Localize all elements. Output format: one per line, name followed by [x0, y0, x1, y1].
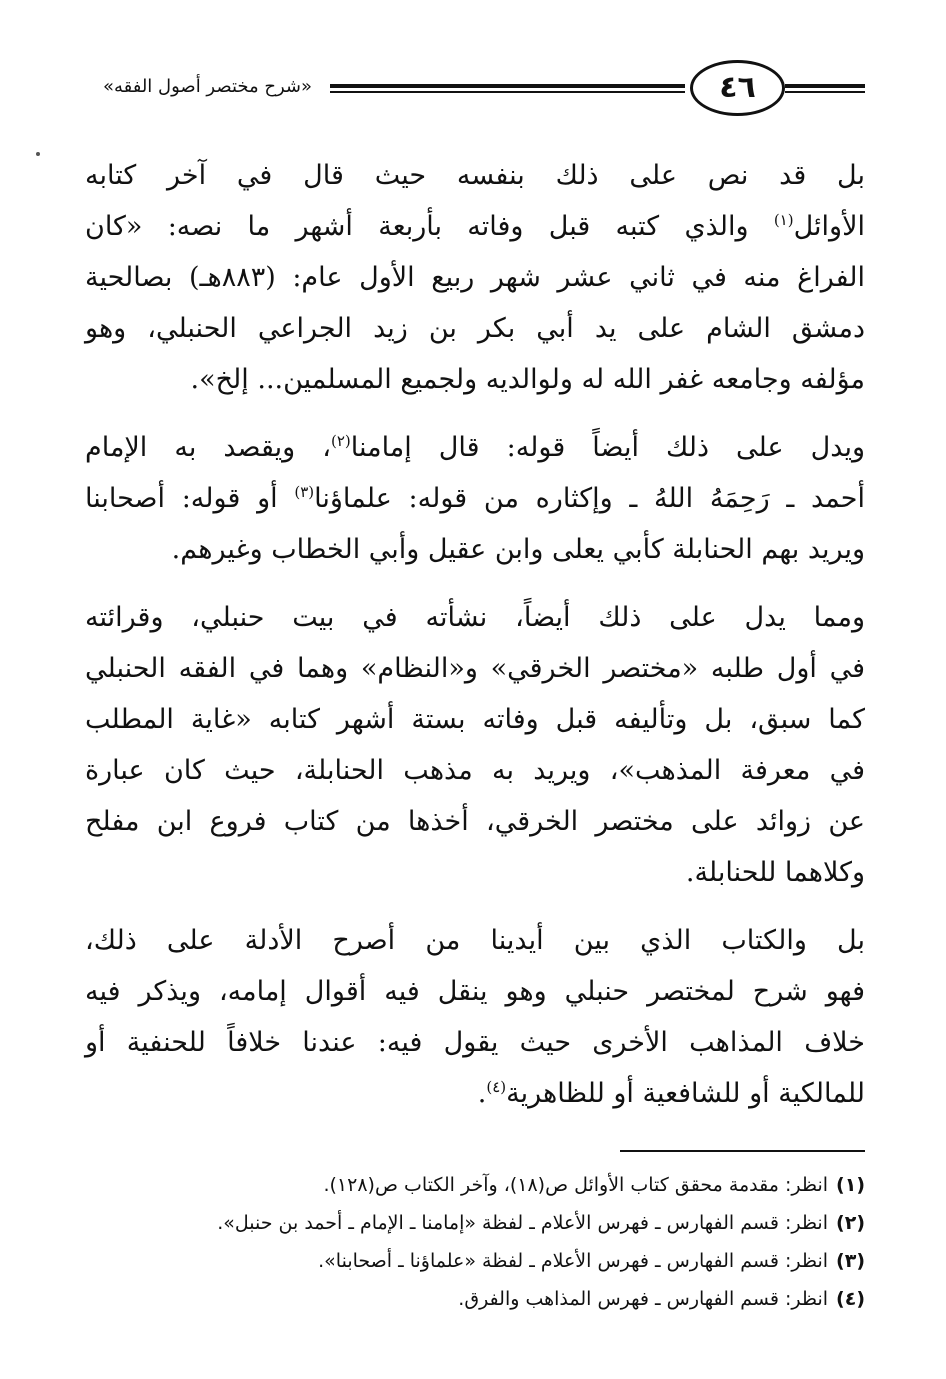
text-line: وكلاهما للحنابلة.: [685, 857, 865, 888]
header-rule-right: [785, 84, 865, 94]
footnotes: [85, 1166, 865, 1318]
text-line: مؤلفه وجامعه غفر الله له ولوالديه ولجميع المسلمين... إلخ».: [190, 364, 865, 395]
text-line: بل والكتاب الذي بين أيدينا من أصرح الأدلة على ذلك،: [85, 925, 865, 956]
stray-mark: [36, 152, 40, 156]
text-line: ويدل على ذلك أيضاً قوله: قال إمامنا$^{(٢)}$، ويقصد به الإمام: [85, 432, 865, 463]
text-line: للمالكية أو للشافعية أو للظاهرية$^{(٤)}$.: [477, 1078, 865, 1109]
footnote-1: (١)انظر: مقدمة محقق كتاب الأوائل ص(١٨)، وآخر الكتاب ص(١٢٨).: [323, 1174, 865, 1196]
page-number: ٤٦: [690, 60, 785, 116]
paragraph-4: [85, 915, 865, 1119]
paragraph-3: [85, 592, 865, 898]
text-line: الفراغ منه في ثاني عشر شهر ربيع الأول عام: (٨٨٣هـ) بصالحية: [85, 262, 865, 293]
text-line: دمشق الشام على يد أبي بكر بن زيد الجراعي الحنبلي، وهو: [85, 313, 865, 344]
footnote-2: (٢)انظر: قسم الفهارس ـ فهرس الأعلام ـ لفظة «إمامنا ـ الإمام ـ أحمد بن حنبل».: [217, 1212, 865, 1234]
footnote-ref-4: (٤): [486, 1078, 507, 1096]
running-title: «شرح مختصر أصول الفقه»: [102, 76, 313, 97]
header-rule-left: [330, 84, 685, 94]
footnote-3: (٣)انظر: قسم الفهارس ـ فهرس الأعلام ـ لفظة «علماؤنا ـ أصحابنا».: [318, 1250, 865, 1272]
text-line: ومما يدل على ذلك أيضاً، نشأته في بيت حنبلي، وقرائته: [85, 602, 865, 633]
text-line: الأوائل$^{(١)}$ والذي كتبه قبل وفاته بأربعة أشهر ما نصه: «كان: [85, 211, 865, 242]
text-line: في معرفة المذهب»، ويريد به مذهب الحنابلة، حيث كان عبارة: [85, 755, 865, 786]
paragraph-2: [85, 422, 865, 575]
main-text: [85, 150, 865, 1119]
page-header: [85, 58, 865, 128]
text-line: بل قد نص على ذلك بنفسه حيث قال في آخر كتابه: [85, 160, 865, 191]
text-line: عن زوائد على مختصر الخرقي، أخذها من كتاب فروع ابن مفلح: [85, 806, 865, 837]
text-line: ويريد بهم الحنابلة كأبي يعلى وابن عقيل وأبي الخطاب وغيرهم.: [171, 534, 865, 565]
text-line: خلاف المذاهب الأخرى حيث يقول فيه: عندنا خلافاً للحنفية أو: [85, 1027, 865, 1058]
footnote-4: (٤)انظر: قسم الفهارس ـ فهرس المذاهب والفرق.: [458, 1288, 865, 1310]
paragraph-1: [85, 150, 865, 405]
footnote-ref-3: (٣): [294, 483, 315, 501]
footnote-ref-2: (٢): [330, 432, 351, 450]
footnote-divider: [620, 1150, 865, 1152]
text-line: فهو شرح لمختصر حنبلي وهو ينقل فيه أقوال إمامه، ويذكر فيه: [85, 976, 865, 1007]
text-line: كما سبق، بل وتأليفه قبل وفاته بستة أشهر كتابه «غاية المطلب: [85, 704, 865, 735]
text-line: أحمد ـ رَحِمَهُ اللهُ ـ وإكثاره من قوله: علماؤنا$^{(٣)}$ أو قوله: أصحابنا: [85, 483, 865, 514]
footnote-ref-1: (١): [773, 211, 794, 229]
text-line: في أول طلبه «مختصر الخرقي» و«النظام» وهما في الفقه الحنبلي: [85, 653, 865, 684]
